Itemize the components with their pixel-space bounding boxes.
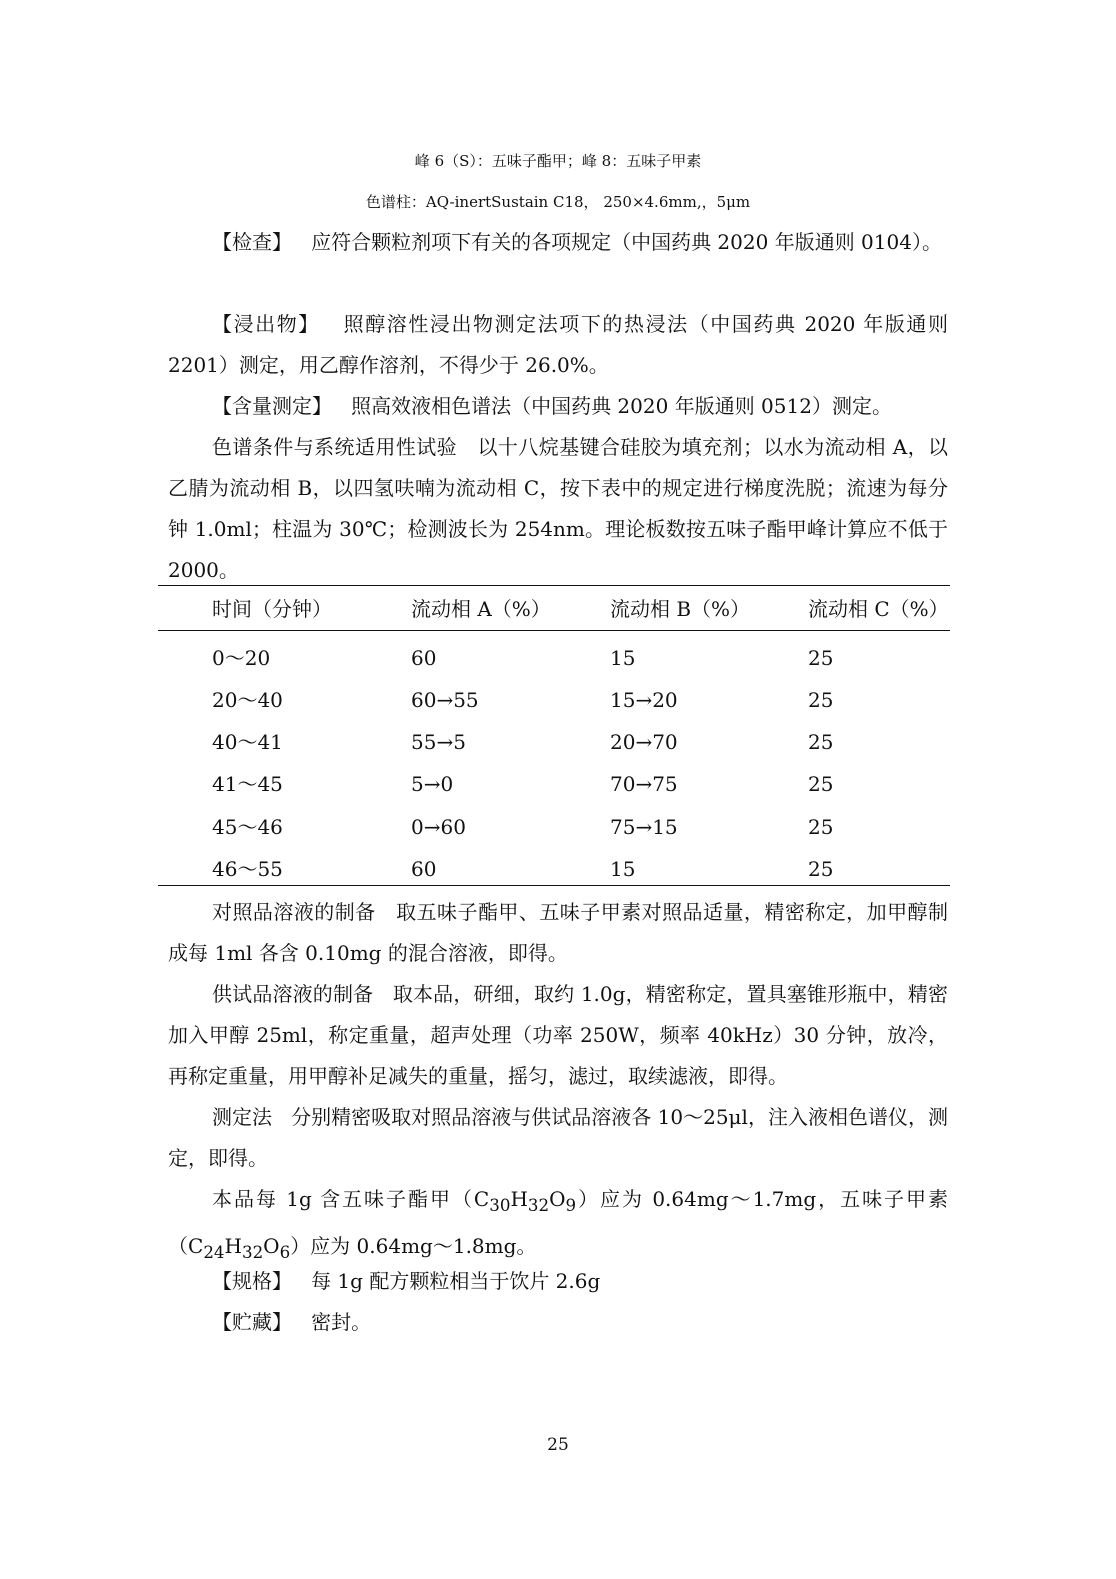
section-spec <box>168 1261 948 1302</box>
table-header-cell: 流动相 B（%） <box>610 597 751 621</box>
table-cell: 25 <box>808 646 834 670</box>
section-conditions-text: 以十八烷基键合硅胶为填充剂；以水为流动相 A，以乙腈为流动相 B，以四氢呋喃为流动相 C，按下表中的规定进行梯度洗脱；流速为每分钟 1.0ml；柱温为 30℃；检测波长为 254nm。理论板数按五味子酯甲峰计算应不低于 2000。 <box>168 435 949 582</box>
section-method <box>168 1097 948 1179</box>
section-method-text: 分别精密吸取对照品溶液与供试品溶液各 10～25μl，注入液相色谱仪，测定，即得。 <box>168 1105 949 1170</box>
section-storage-heading: 【贮藏】 <box>212 1310 292 1334</box>
content-text-1: 本品每 1g 含五味子酯甲（C <box>212 1187 490 1211</box>
formula-subscript: 9 <box>565 1196 577 1215</box>
table-cell: 75→15 <box>610 815 678 839</box>
formula-subscript: 30 <box>489 1196 511 1215</box>
table-cell: 20～40 <box>212 688 283 712</box>
table-cell: 25 <box>808 688 834 712</box>
table-cell: 0～20 <box>212 646 271 670</box>
section-conditions-heading: 色谱条件与系统适用性试验 <box>212 435 458 459</box>
table-cell: 41～45 <box>212 772 283 796</box>
section-check-text: 应符合颗粒剂项下有关的各项规定（中国药典 2020 年版通则 0104）。 <box>311 230 942 254</box>
section-extract-text: 照醇溶性浸出物测定法项下的热浸法（中国药典 2020 年版通则 2201）测定，用乙醇作溶剂，不得少于 26.0%。 <box>168 312 948 377</box>
table-cell: 25 <box>808 857 834 881</box>
formula-element: H <box>224 1234 242 1258</box>
table-cell: 5→0 <box>411 772 454 796</box>
section-reference <box>168 892 948 974</box>
section-check <box>168 222 948 263</box>
table-cell: 0→60 <box>411 815 466 839</box>
section-sample <box>168 974 948 1097</box>
table-header-cell: 流动相 C（%） <box>808 597 949 621</box>
section-assay-text: 照高效液相色谱法（中国药典 2020 年版通则 0512）测定。 <box>351 394 892 418</box>
table-bottom-rule <box>158 885 950 886</box>
table-top-rule <box>158 585 950 586</box>
table-header-cell: 时间（分钟） <box>212 597 332 621</box>
section-reference-text: 取五味子酯甲、五味子甲素对照品适量，精密称定，加甲醇制成每 1ml 各含 0.10mg 的混合溶液，即得。 <box>168 900 949 965</box>
table-cell: 60→55 <box>411 688 479 712</box>
section-conditions <box>168 427 948 591</box>
section-content-limit <box>168 1179 948 1273</box>
figure-caption-column: 色谱柱：AQ-inertSustain C18， 250×4.6mm,，5μm <box>365 193 751 211</box>
table-cell: 25 <box>808 772 834 796</box>
table-cell: 40～41 <box>212 730 283 754</box>
figure-caption-peaks: 峰 6（S）：五味子酯甲；峰 8：五味子甲素 <box>414 152 702 170</box>
section-extract-heading: 【浸出物】 <box>212 312 320 336</box>
formula-subscript: 24 <box>203 1243 225 1262</box>
section-extract <box>168 304 948 386</box>
section-assay-heading: 【含量测定】 <box>212 394 332 418</box>
section-storage-text: 密封。 <box>311 1310 372 1334</box>
formula-element: O <box>549 1187 566 1211</box>
formula-element: H <box>510 1187 528 1211</box>
table-cell: 55→5 <box>411 730 466 754</box>
formula-subscript: 6 <box>279 1243 291 1262</box>
table-cell: 45～46 <box>212 815 283 839</box>
formula-subscript: 32 <box>241 1243 264 1262</box>
table-cell: 60 <box>411 646 437 670</box>
section-sample-heading: 供试品溶液的制备 <box>212 982 374 1006</box>
table-cell: 70→75 <box>610 772 678 796</box>
section-storage <box>168 1302 948 1343</box>
table-cell: 25 <box>808 730 834 754</box>
section-spec-heading: 【规格】 <box>212 1269 292 1293</box>
section-check-heading: 【检查】 <box>212 230 292 254</box>
table-cell: 15→20 <box>610 688 678 712</box>
section-spec-text: 每 1g 配方颗粒相当于饮片 2.6g <box>311 1269 601 1293</box>
table-header-rule <box>158 630 950 631</box>
section-reference-heading: 对照品溶液的制备 <box>212 900 376 924</box>
content-text-2: ）应为 0.64mg～1.7mg，五味子甲素（C <box>168 1187 948 1258</box>
section-method-heading: 测定法 <box>212 1105 273 1129</box>
table-cell: 46～55 <box>212 857 283 881</box>
section-sample-text: 取本品，研细，取约 1.0g，精密称定，置具塞锥形瓶中，精密加入甲醇 25ml，称定重量，超声处理（功率 250W，频率 40kHz）30 分钟，放冷，再称定重量，用甲醇补足减失的重量，摇匀，滤过，取续滤液，即得。 <box>168 982 949 1088</box>
content-text-3: ）应为 0.64mg～1.8mg。 <box>290 1234 537 1258</box>
table-header-cell: 流动相 A（%） <box>411 597 551 621</box>
table-cell: 15 <box>610 857 636 881</box>
table-cell: 25 <box>808 815 834 839</box>
table-cell: 60 <box>411 857 437 881</box>
table-cell: 15 <box>610 646 636 670</box>
formula-element: O <box>263 1234 280 1258</box>
formula-subscript: 32 <box>527 1196 550 1215</box>
page-number: 25 <box>547 1435 569 1455</box>
table-cell: 20→70 <box>610 730 678 754</box>
section-assay <box>168 386 948 427</box>
